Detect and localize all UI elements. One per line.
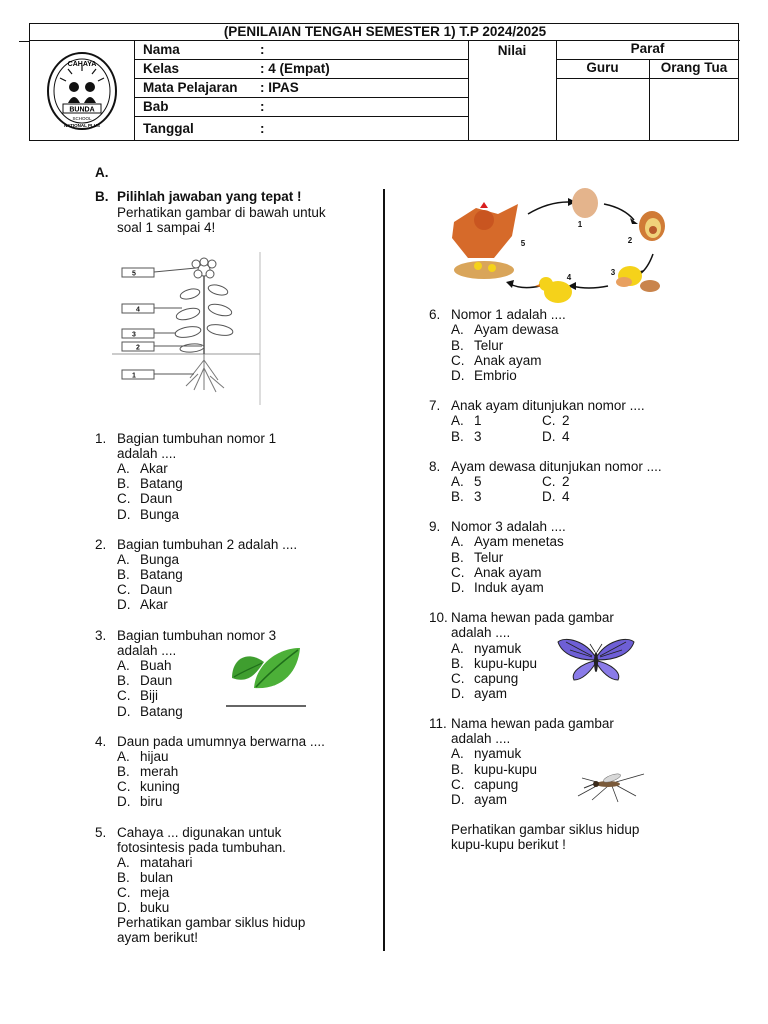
divider [556, 78, 739, 79]
paraf-label: Paraf [630, 41, 665, 56]
logo-middle-text: BUNDA [69, 106, 95, 114]
question-text: adalah .... [117, 446, 177, 461]
option-text[interactable]: biru [140, 794, 163, 809]
question-number: 7. [429, 398, 441, 413]
chapter-value[interactable]: : [260, 99, 265, 114]
option-text[interactable]: 5 [474, 474, 482, 489]
option-text[interactable]: Bunga [140, 507, 180, 522]
option-letter: B. [117, 567, 130, 582]
exam-title: (PENILAIAN TENGAH SEMESTER 1) T.P 2024/2025 [30, 24, 740, 41]
plant-diagram [112, 250, 264, 405]
option-letter: A. [117, 461, 130, 476]
question-text: Anak ayam ditunjukan nomor .... [451, 398, 645, 413]
option-letter: C. [542, 413, 556, 428]
option-text[interactable]: nyamuk [474, 641, 522, 656]
section-a-label: A. [95, 165, 109, 180]
option-letter: B. [451, 762, 464, 777]
option-text[interactable]: Ayam dewasa [474, 322, 559, 337]
subject-value: : IPAS [260, 80, 299, 95]
option-text[interactable]: Anak ayam [474, 565, 542, 580]
option-text[interactable]: ayam [474, 686, 508, 701]
option-letter: B. [451, 489, 464, 504]
option-letter: D. [117, 900, 131, 915]
plant-label-2: 2 [136, 344, 140, 352]
option-letter: C. [451, 353, 465, 368]
logo-bottom-text: NATIONAL PLUS [63, 123, 101, 128]
butterfly-cycle-intro: Perhatikan gambar siklus hidup [451, 822, 640, 837]
date-label: Tanggal [143, 121, 194, 136]
butterfly-icon [556, 636, 636, 684]
option-letter: A. [117, 855, 130, 870]
question-number: 11. [429, 716, 447, 731]
section-b-intro-line1: Perhatikan gambar di bawah untuk [117, 205, 326, 220]
subject-row [135, 79, 468, 98]
option-letter: B. [451, 550, 464, 565]
option-text[interactable]: Daun [140, 582, 173, 597]
cycle-label-4: 4 [566, 273, 572, 282]
option-text[interactable]: kupu-kupu [474, 762, 538, 777]
mosquito-icon [574, 766, 646, 804]
question-number: 9. [429, 519, 441, 534]
date-row [135, 117, 468, 141]
option-letter: D. [451, 686, 465, 701]
option-text[interactable]: 4 [562, 429, 570, 444]
option-text[interactable]: Batang [140, 567, 183, 582]
option-text[interactable]: kuning [140, 779, 180, 794]
header-table [29, 23, 739, 141]
option-text[interactable]: 3 [474, 429, 482, 444]
option-letter: B. [451, 656, 464, 671]
plant-label-1: 1 [132, 372, 136, 380]
question-text: Bagian tumbuhan nomor 3 [117, 628, 277, 643]
option-text[interactable]: 3 [474, 489, 482, 504]
question-text: Nomor 3 adalah .... [451, 519, 566, 534]
question-number: 1. [95, 431, 107, 446]
option-letter: A. [451, 641, 464, 656]
date-value[interactable]: : [260, 121, 265, 136]
question-text: Bagian tumbuhan 2 adalah .... [117, 537, 298, 552]
class-label: Kelas [143, 61, 180, 76]
option-letter: C. [117, 688, 131, 703]
option-letter: D. [117, 794, 131, 809]
option-text[interactable]: Batang [140, 476, 183, 491]
option-text[interactable]: capung [474, 777, 519, 792]
option-letter: D. [451, 792, 465, 807]
option-letter: A. [117, 552, 130, 567]
plant-label-5: 5 [132, 270, 136, 278]
question-number: 10. [429, 610, 448, 625]
option-text[interactable]: 2 [562, 474, 570, 489]
question-text: Daun pada umumnya berwarna .... [117, 734, 325, 749]
chicken-life-cycle [448, 186, 686, 306]
subject-label: Mata Pelajaran [143, 80, 238, 95]
question-text: adalah .... [451, 731, 511, 746]
option-text[interactable]: Anak ayam [474, 353, 542, 368]
question-text: Nama hewan pada gambar [451, 610, 614, 625]
option-letter: C. [451, 671, 465, 686]
chicken-cycle-intro: ayam berikut! [117, 930, 199, 945]
question-number: 8. [429, 459, 441, 474]
name-label: Nama [143, 42, 180, 57]
chapter-row [135, 98, 468, 117]
option-text[interactable]: 2 [562, 413, 570, 428]
option-text[interactable]: Telur [474, 338, 504, 353]
name-row [135, 41, 468, 60]
option-text[interactable]: Biji [140, 688, 159, 703]
logo-school-text: SCHOOL [72, 116, 92, 121]
nilai-label: Nilai [497, 43, 527, 58]
option-text[interactable]: capung [474, 671, 519, 686]
option-text[interactable]: Daun [140, 491, 173, 506]
cycle-label-1: 1 [577, 220, 583, 229]
option-letter: C. [451, 565, 465, 580]
option-letter: D. [542, 429, 556, 444]
chapter-label: Bab [143, 99, 169, 114]
logo-top-text: CAHAYA [67, 61, 97, 68]
option-letter: D. [542, 489, 556, 504]
question-text: fotosintesis pada tumbuhan. [117, 840, 286, 855]
option-text[interactable]: Bunga [140, 552, 180, 567]
option-text[interactable]: buku [140, 900, 170, 915]
name-value[interactable]: : [260, 42, 265, 57]
option-text[interactable]: Embrio [474, 368, 517, 383]
option-text[interactable]: bulan [140, 870, 174, 885]
option-letter: A. [451, 534, 464, 549]
school-logo-cell [30, 41, 135, 141]
option-letter: B. [117, 673, 130, 688]
plant-label-4: 4 [136, 306, 140, 314]
option-letter: A. [451, 413, 464, 428]
option-letter: A. [451, 322, 464, 337]
option-letter: A. [451, 474, 464, 489]
class-row [135, 60, 468, 79]
orang-tua-label: Orang Tua [660, 60, 728, 75]
option-letter: C. [451, 777, 465, 792]
cycle-label-5: 5 [520, 239, 526, 248]
cycle-label-2: 2 [627, 236, 633, 245]
option-letter: A. [451, 746, 464, 761]
option-text[interactable]: Buah [140, 658, 172, 673]
option-letter: B. [451, 338, 464, 353]
section-b-letter: B. [95, 189, 109, 204]
option-letter: C. [117, 779, 131, 794]
butterfly-cycle-intro: kupu-kupu berikut ! [451, 837, 566, 852]
option-letter: B. [451, 429, 464, 444]
option-text[interactable]: 4 [562, 489, 570, 504]
question-number: 5. [95, 825, 107, 840]
section-b-instruction: Pilihlah jawaban yang tepat ! [117, 189, 302, 204]
question-number: 4. [95, 734, 107, 749]
question-text: Bagian tumbuhan nomor 1 [117, 431, 277, 446]
question-number: 2. [95, 537, 107, 552]
option-letter: A. [117, 658, 130, 673]
option-text[interactable]: merah [140, 764, 179, 779]
option-text[interactable]: hijau [140, 749, 169, 764]
question-text: Nama hewan pada gambar [451, 716, 614, 731]
option-letter: B. [117, 476, 130, 491]
option-text[interactable]: Akar [140, 597, 168, 612]
question-text: Cahaya ... digunakan untuk [117, 825, 282, 840]
option-letter: D. [451, 368, 465, 383]
option-text[interactable]: Akar [140, 461, 168, 476]
option-text[interactable]: Daun [140, 673, 173, 688]
cycle-label-3: 3 [610, 268, 616, 277]
question-text: Ayam dewasa ditunjukan nomor .... [451, 459, 662, 474]
option-text[interactable]: Induk ayam [474, 580, 544, 595]
column-divider [383, 189, 385, 951]
question-text: adalah .... [451, 625, 511, 640]
option-text[interactable]: Ayam menetas [474, 534, 564, 549]
question-text: Nomor 1 adalah .... [451, 307, 566, 322]
chicken-cycle-intro: Perhatikan gambar siklus hidup [117, 915, 306, 930]
option-text[interactable]: Batang [140, 704, 183, 719]
school-logo [30, 41, 134, 141]
option-text[interactable]: nyamuk [474, 746, 522, 761]
option-letter: A. [117, 749, 130, 764]
option-text[interactable]: ayam [474, 792, 508, 807]
margin-mark [19, 41, 29, 42]
option-text[interactable]: kupu-kupu [474, 656, 538, 671]
question-number: 3. [95, 628, 107, 643]
option-letter: D. [117, 597, 131, 612]
option-letter: C. [117, 582, 131, 597]
option-letter: D. [451, 580, 465, 595]
option-letter: B. [117, 870, 130, 885]
option-letter: D. [117, 704, 131, 719]
option-text[interactable]: meja [140, 885, 170, 900]
leaf-icon [226, 644, 306, 708]
question-text: adalah .... [117, 643, 177, 658]
option-letter: C. [117, 491, 131, 506]
option-text[interactable]: 1 [474, 413, 482, 428]
question-number: 6. [429, 307, 441, 322]
option-letter: D. [117, 507, 131, 522]
option-letter: C. [117, 885, 131, 900]
option-letter: B. [117, 764, 130, 779]
plant-label-3: 3 [132, 331, 136, 339]
option-text[interactable]: Telur [474, 550, 504, 565]
section-b-intro-line2: soal 1 sampai 4! [117, 220, 216, 235]
option-letter: C. [542, 474, 556, 489]
class-value: : 4 (Empat) [260, 61, 330, 76]
guru-label: Guru [586, 60, 619, 75]
option-text[interactable]: matahari [140, 855, 193, 870]
